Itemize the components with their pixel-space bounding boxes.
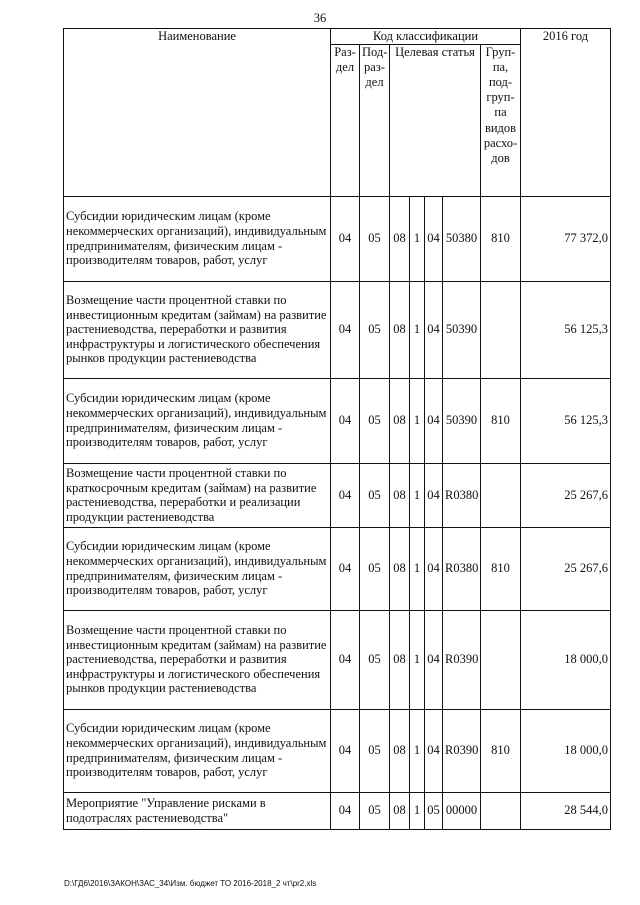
row-amount: 18 000,0 — [521, 610, 611, 709]
row-subsection: 05 — [360, 463, 390, 527]
table-row — [64, 196, 611, 281]
row-target-direction: 50380 — [443, 196, 481, 281]
row-target-event: 04 — [425, 281, 443, 378]
row-target-event: 04 — [425, 709, 443, 792]
row-name: Мероприятие "Управление рисками в подотраслях растениеводства" — [64, 792, 331, 829]
header-name: Наименование — [64, 29, 331, 197]
row-name: Субсидии юридическим лицам (кроме некоммерческих организаций), индивидуальным предпринимателям, физическим лицам - производителям товаров, работ, услуг — [64, 378, 331, 463]
table-row — [64, 709, 611, 792]
row-expense-group: 810 — [481, 378, 521, 463]
row-section: 04 — [331, 792, 360, 829]
row-amount: 25 267,6 — [521, 527, 611, 610]
row-amount: 77 372,0 — [521, 196, 611, 281]
row-target-direction: 50390 — [443, 281, 481, 378]
header-expense-group: Груп- па, под- груп- па видов расхо- дов — [481, 44, 521, 196]
table-row — [64, 792, 611, 829]
row-target-event: 04 — [425, 196, 443, 281]
row-section: 04 — [331, 709, 360, 792]
row-target-direction: R0390 — [443, 709, 481, 792]
row-section: 04 — [331, 610, 360, 709]
row-expense-group — [481, 610, 521, 709]
header-classification-code: Код классификации — [331, 29, 521, 45]
row-expense-group — [481, 792, 521, 829]
table-row — [64, 281, 611, 378]
row-target-subprogram: 1 — [410, 610, 425, 709]
row-target-direction: R0390 — [443, 610, 481, 709]
table-row — [64, 463, 611, 527]
row-expense-group: 810 — [481, 196, 521, 281]
budget-table — [63, 28, 611, 830]
header-section: Раз- дел — [331, 44, 360, 196]
row-subsection: 05 — [360, 281, 390, 378]
row-subsection: 05 — [360, 792, 390, 829]
row-target-event: 04 — [425, 378, 443, 463]
row-expense-group: 810 — [481, 527, 521, 610]
row-target-program: 08 — [390, 709, 410, 792]
row-name: Субсидии юридическим лицам (кроме некоммерческих организаций), индивидуальным предпринимателям, физическим лицам - производителям товаров, работ, услуг — [64, 709, 331, 792]
row-amount: 56 125,3 — [521, 378, 611, 463]
row-target-event: 04 — [425, 527, 443, 610]
row-name: Субсидии юридическим лицам (кроме некоммерческих организаций), индивидуальным предпринимателям, физическим лицам - производителям товаров, работ, услуг — [64, 196, 331, 281]
row-target-subprogram: 1 — [410, 792, 425, 829]
table-row — [64, 378, 611, 463]
row-name: Возмещение части процентной ставки по инвестиционным кредитам (займам) на развитие растениеводства, переработки и развития инфраструктуры и логистического обеспечения рынков продукции растениеводства — [64, 281, 331, 378]
row-target-program: 08 — [390, 196, 410, 281]
row-target-event: 04 — [425, 610, 443, 709]
table-row — [64, 610, 611, 709]
row-section: 04 — [331, 527, 360, 610]
row-expense-group: 810 — [481, 709, 521, 792]
row-target-event: 05 — [425, 792, 443, 829]
row-target-subprogram: 1 — [410, 281, 425, 378]
row-subsection: 05 — [360, 527, 390, 610]
file-path-footer: D:\ГД6\2016\ЗАКОН\ЗАС_34\Изм. бюджет ТО 2016-2018_2 чт\pr2.xls — [64, 879, 317, 888]
row-section: 04 — [331, 463, 360, 527]
row-target-program: 08 — [390, 792, 410, 829]
page-number: 36 — [313, 11, 327, 25]
row-target-event: 04 — [425, 463, 443, 527]
row-target-subprogram: 1 — [410, 709, 425, 792]
row-target-subprogram: 1 — [410, 196, 425, 281]
row-section: 04 — [331, 281, 360, 378]
row-target-subprogram: 1 — [410, 378, 425, 463]
row-target-program: 08 — [390, 378, 410, 463]
row-name: Возмещение части процентной ставки по инвестиционным кредитам (займам) на развитие растениеводства, переработки и развития инфраструктуры и логистического обеспечения рынков продукции растениеводства — [64, 610, 331, 709]
row-expense-group — [481, 463, 521, 527]
row-target-direction: 00000 — [443, 792, 481, 829]
row-target-direction: R0380 — [443, 527, 481, 610]
row-target-program: 08 — [390, 527, 410, 610]
row-section: 04 — [331, 196, 360, 281]
row-subsection: 05 — [360, 709, 390, 792]
row-target-program: 08 — [390, 463, 410, 527]
row-name: Возмещение части процентной ставки по краткосрочным кредитам (займам) на развитие растениеводства, переработки и реализации продукции растениеводства — [64, 463, 331, 527]
row-expense-group — [481, 281, 521, 378]
row-target-program: 08 — [390, 610, 410, 709]
row-name: Субсидии юридическим лицам (кроме некоммерческих организаций), индивидуальным предпринимателям, физическим лицам - производителям товаров, работ, услуг — [64, 527, 331, 610]
row-target-subprogram: 1 — [410, 463, 425, 527]
row-target-subprogram: 1 — [410, 527, 425, 610]
table-row — [64, 527, 611, 610]
row-target-program: 08 — [390, 281, 410, 378]
row-subsection: 05 — [360, 610, 390, 709]
header-subsection: Под- раз- дел — [360, 44, 390, 196]
row-section: 04 — [331, 378, 360, 463]
row-target-direction: 50390 — [443, 378, 481, 463]
row-amount: 18 000,0 — [521, 709, 611, 792]
row-subsection: 05 — [360, 196, 390, 281]
row-amount: 28 544,0 — [521, 792, 611, 829]
row-subsection: 05 — [360, 378, 390, 463]
row-amount: 25 267,6 — [521, 463, 611, 527]
row-target-direction: R0380 — [443, 463, 481, 527]
header-target-article: Целевая статья — [390, 44, 481, 196]
header-year: 2016 год — [521, 29, 611, 197]
row-amount: 56 125,3 — [521, 281, 611, 378]
